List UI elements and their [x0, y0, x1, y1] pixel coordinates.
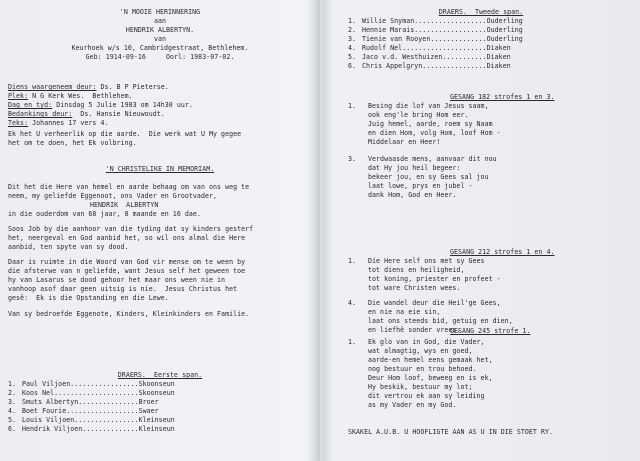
hymn-182-title: GESANG 182 strofes 1 en 3. — [450, 93, 555, 101]
service-line-3: Dag en tyd: Dinsdag 5 Julie 1983 om 14h30 uur. — [8, 101, 193, 109]
memoriam-p3-line-4: vanhoop asof daar geen uitsig is nie. Jesus Christus het — [8, 285, 238, 293]
text-verse-line-1: Ek het U verheerlik op die aarde. Die werk wat U My gegee — [8, 130, 242, 138]
hymn-line: aarde-en hemel eens gemaak het, — [368, 356, 493, 364]
hymn-line: Die wandel deur die Heil'ge Gees, — [368, 299, 501, 307]
hymn-line: Middelaar en Heer! — [368, 138, 441, 146]
service-line-4: Bedankings deur: Ds. Hansie Nieuwoudt. — [8, 110, 165, 118]
hymn-212-verse-1-number: 1. — [348, 257, 357, 265]
memoriam-p1-line-4: in die ouderdom van 68 jaar, 8 maande en 16 dae. — [8, 210, 201, 218]
hymn-line: Hy beskik, bestuur my lot; — [368, 383, 473, 391]
hymn-245-verse-1-number: 1. — [348, 338, 357, 346]
memoriam-p2-line-2: het, neergeval en God aanbid het, so wil ons almal die Here — [8, 234, 246, 242]
bearer-row: 2. Hennie Marais..................Ouderling — [348, 26, 523, 34]
hymn-line: Juig hemel, aarde, roem sy Naam — [368, 120, 493, 128]
memoriam-p1-line-1: Dit het die Here van hemel en aarde behaag om van ons weg te — [8, 183, 250, 191]
hymn-line: Die Here self ons met sy Gees — [368, 257, 485, 265]
memoriam-title: 'N CHRISTELIKE IN MEMORIAM. — [105, 165, 215, 173]
memoriam-p2-line-3: aanbid, ten spyte van sy dood. — [8, 243, 129, 251]
heading-line-5: Keurhoek w/s 10, Cambridgestraat, Bethlehem. — [71, 44, 249, 52]
closing-instruction: SKAKEL A.U.B. U HOOFLIGTE AAN AS U IN DIE STOET RY. — [348, 428, 554, 436]
bearer-row: 5. Louis Viljoen................Kleinseun — [8, 416, 175, 424]
hymn-line: as my Vader en my God. — [368, 401, 457, 409]
heading-line-1: 'N MOOIE HERINNERING — [119, 8, 201, 16]
memoriam-p3-line-2: die afsterwe van n geliefde, want Jesus self het geween toe — [8, 267, 246, 275]
hymn-line: laat ons steeds bid, getuig en dien, — [368, 317, 513, 325]
hymn-245-title: GESANG 245 strofe 1. — [450, 327, 531, 335]
heading-line-6: Geb: 1914-09-16 Oorl: 1983-07-02. — [85, 53, 235, 61]
bearer-row: 3. Smuts Albertyn...............Broer — [8, 398, 159, 406]
hymn-212-verse-4-number: 4. — [348, 299, 357, 307]
memoriam-p3-line-1: Daar is ruimte in die Woord van God vir mense om te ween by — [8, 258, 246, 266]
hymn-212-title: GESANG 212 strofes 1 en 4. — [450, 248, 555, 256]
hymn-line: en nie na eie sin, — [368, 308, 441, 316]
bearers-second-title: DRAERS. Tweede span. — [438, 8, 524, 16]
service-line-5: Teks: Johannes 17 vers 4. — [8, 119, 109, 127]
memoriam-p1-line-2: neem, my geliefde Eggenoot, ons Vader en Grootvader, — [8, 192, 218, 200]
hymn-line: tot diens en heiligheid, — [368, 266, 465, 274]
right-page — [322, 0, 640, 461]
hymn-line: wat almagtig, wys en goed, — [368, 347, 473, 355]
hymn-line: Ek glo van in God, die Vader, — [368, 338, 485, 346]
heading-line-2: aan — [153, 17, 167, 25]
bearer-row: 1. Willie Snyman..................Ouderling — [348, 17, 523, 25]
hymn-line: tot koning, priester en profeet - — [368, 275, 501, 283]
hymn-line: dank Hom, God en Heer. — [368, 191, 457, 199]
service-line-1: Diens waargeneem deur: Ds. B P Pieterse. — [8, 83, 169, 91]
text-verse-line-2: het om te doen, het Ek volbring. — [8, 139, 137, 147]
heading-line-4: van — [153, 35, 167, 43]
bearer-row: 1. Paul Viljoen.................Skoonseun — [8, 380, 175, 388]
memoriam-p1-line-3: HENDRIK ALBERTYN — [90, 201, 159, 209]
hymn-line: en dien Hom, volg Hom, loof Hom - — [368, 129, 501, 137]
service-line-2: Plek: N G Kerk Wes. Bethlehem. — [8, 92, 133, 100]
bearer-row: 6. Chris Appelgryn................Diaken — [348, 62, 511, 70]
hymn-line: Deur Hom loof, beweeg en is ek, — [368, 374, 493, 382]
bearers-first-title: DRAERS. Eerste span. — [117, 371, 203, 379]
hymn-line: laat lowe, prys en jubel - — [368, 182, 473, 190]
bearer-row: 3. Tienie van Rooyen..............Ouderling — [348, 35, 523, 43]
memoriam-p3-line-3: hy van Lasarus se dood gehoor het maar ons ween nie in — [8, 276, 226, 284]
hymn-line: dit vertrou ek aan sy leiding — [368, 392, 485, 400]
hymn-line: tot ware Christen wees. — [368, 284, 461, 292]
memoriam-p2-line-1: Soos Job by die aanhoor van die tyding dat sy kinders gesterf — [8, 225, 254, 233]
bearer-row: 2. Koos Nel.....................Skoonseun — [8, 389, 175, 397]
hymn-182-verse-3-number: 3. — [348, 155, 357, 163]
hymn-line: en liefhê sonder vrees. — [368, 326, 461, 334]
bearer-row: 4. Boet Fourie..................Swaer — [8, 407, 159, 415]
hymn-182-verse-1-number: 1. — [348, 102, 357, 110]
hymn-line: nog bestuur en trou behoed. — [368, 365, 477, 373]
heading-line-3: HENDRIK ALBERTYN. — [125, 26, 195, 34]
memoriam-p4: Van sy bedroefde Eggenote, Kinders, Kleinkinders en Familie. — [8, 310, 250, 318]
hymn-line: bekeer jou, en sy Gees sal jou — [368, 173, 489, 181]
hymn-line: ook eng'le bring Hom eer. — [368, 111, 469, 119]
bearer-row: 6. Hendrik Viljoen..............Kleinseun — [8, 425, 175, 433]
bearer-row: 4. Rudolf Nel.....................Diaken — [348, 44, 511, 52]
hymn-line: Besing die lof van Jesus saam, — [368, 102, 489, 110]
hymn-line: Verdwaasde mens, aanvaar dit nou — [368, 155, 497, 163]
memoriam-p3-line-5: gesê: Ek is die Opstanding en die Lewe. — [8, 294, 169, 302]
bearer-row: 5. Jaco v.d. Westhuizen...........Diaken — [348, 53, 511, 61]
hymn-line: dat Hy jou heil begeer: — [368, 164, 461, 172]
